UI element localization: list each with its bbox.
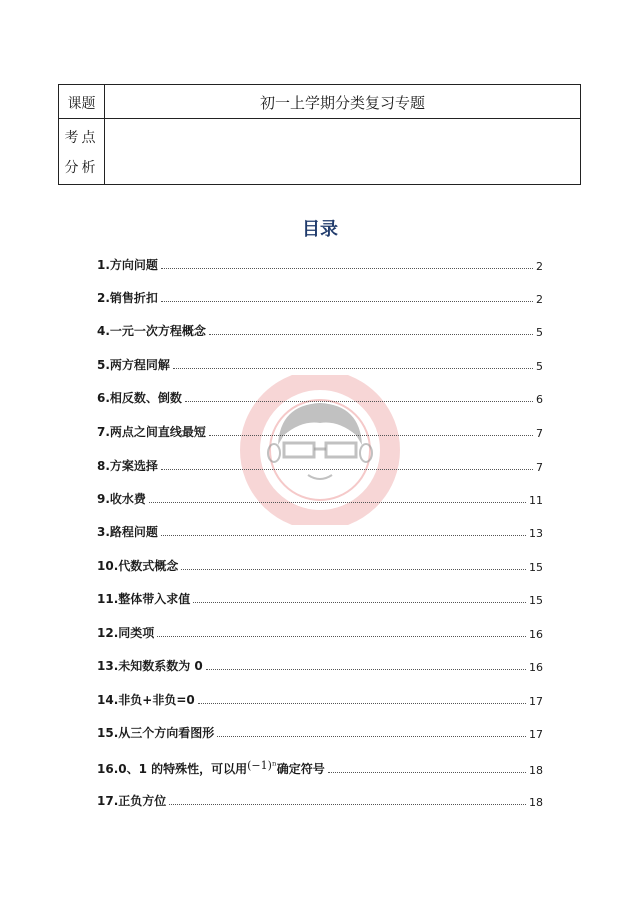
toc-entry-page: 17 bbox=[529, 728, 543, 741]
toc-entry-page: 11 bbox=[529, 494, 543, 507]
toc-entry[interactable] bbox=[97, 791, 543, 809]
toc-leader-dots bbox=[149, 502, 526, 503]
toc-leader-dots bbox=[169, 804, 526, 805]
toc-entry-page: 7 bbox=[536, 427, 543, 440]
toc-leader-dots bbox=[209, 334, 533, 335]
toc-leader-dots bbox=[161, 268, 533, 269]
toc-entry-title: 3.路程问题 bbox=[97, 525, 158, 539]
toc-title: 目录 bbox=[302, 219, 338, 240]
toc-leader-dots bbox=[193, 602, 526, 603]
toc-entry-page: 5 bbox=[536, 326, 543, 339]
toc-entry[interactable] bbox=[97, 589, 543, 607]
toc-entry-page: 13 bbox=[529, 527, 543, 540]
toc-entry-title: 7.两点之间直线最短 bbox=[97, 425, 206, 439]
toc-entry-title: 11.整体带入求值 bbox=[97, 592, 191, 606]
toc-entry[interactable] bbox=[97, 656, 543, 674]
header-table bbox=[58, 84, 581, 185]
toc-entry-title: 10.代数式概念 bbox=[97, 559, 179, 573]
toc-entry-page: 2 bbox=[536, 293, 543, 306]
toc-leader-dots bbox=[328, 772, 526, 773]
toc-entry[interactable] bbox=[97, 623, 543, 641]
toc-leader-dots bbox=[198, 703, 526, 704]
fenxi-label: 分析 bbox=[64, 160, 99, 176]
toc-entry-title: 9.收水费 bbox=[97, 492, 146, 506]
toc-entry-page: 5 bbox=[536, 360, 543, 373]
toc-entry-title-post: 确定符号 bbox=[276, 762, 325, 776]
toc-entry[interactable] bbox=[97, 255, 543, 273]
toc-leader-dots bbox=[161, 535, 526, 536]
toc-entry-title: 17.正负方位 bbox=[97, 794, 167, 808]
toc-leader-dots bbox=[161, 301, 533, 302]
toc-entry-title: 1.方向问题 bbox=[97, 258, 158, 272]
toc-entry-page: 2 bbox=[536, 260, 543, 273]
toc-leader-dots bbox=[181, 569, 526, 570]
kaodian-label: 考点 bbox=[64, 130, 99, 146]
toc-entry-page: 15 bbox=[529, 561, 543, 574]
toc-leader-dots bbox=[206, 669, 526, 670]
toc-entry[interactable] bbox=[97, 489, 543, 507]
toc-entry[interactable] bbox=[97, 321, 543, 339]
toc-entry-page: 16 bbox=[529, 628, 543, 641]
toc-entry-title: 4.一元一次方程概念 bbox=[97, 324, 206, 338]
toc-entry[interactable] bbox=[97, 723, 543, 741]
toc-leader-dots bbox=[217, 736, 526, 737]
toc-leader-dots bbox=[161, 469, 533, 470]
toc-entry[interactable] bbox=[97, 288, 543, 306]
toc-entry-page: 15 bbox=[529, 594, 543, 607]
toc-entry[interactable] bbox=[97, 690, 543, 708]
toc-entry-title: 6.相反数、倒数 bbox=[97, 391, 182, 405]
toc-entry-title: 14.非负+非负=0 bbox=[97, 693, 195, 707]
toc-entry-title: 2.销售折扣 bbox=[97, 291, 158, 305]
toc-leader-dots bbox=[209, 435, 533, 436]
toc-entry-title: 12.同类项 bbox=[97, 626, 155, 640]
toc-entry[interactable] bbox=[97, 556, 543, 574]
toc-entry[interactable] bbox=[97, 388, 543, 406]
toc-entry-title: 16.0、1 的特殊性，可以用 bbox=[97, 762, 248, 776]
toc-entry-page: 18 bbox=[529, 796, 543, 809]
toc-entry-page: 7 bbox=[536, 461, 543, 474]
toc-leader-dots bbox=[157, 636, 526, 637]
toc-entry[interactable] bbox=[97, 355, 543, 373]
toc-entry[interactable] bbox=[97, 522, 543, 540]
toc-entry-page: 16 bbox=[529, 661, 543, 674]
toc-leader-dots bbox=[173, 368, 533, 369]
toc-entry[interactable] bbox=[97, 422, 543, 440]
toc-entry-title: 13.未知数系数为 0 bbox=[97, 659, 203, 673]
toc-leader-dots bbox=[185, 401, 533, 402]
toc-entry-title: 5.两方程同解 bbox=[97, 358, 170, 372]
toc-entry-page: 6 bbox=[536, 393, 543, 406]
toc-entry-page: 18 bbox=[529, 764, 543, 777]
toc-entry-title: 15.从三个方向看图形 bbox=[97, 726, 215, 740]
subject-label: 课题 bbox=[67, 96, 96, 112]
toc-entry-formula: (−1)ⁿ bbox=[247, 759, 277, 772]
toc-entry[interactable] bbox=[97, 456, 543, 474]
toc-entry-page: 17 bbox=[529, 695, 543, 708]
table-divider-horizontal bbox=[59, 118, 580, 119]
topic-title: 初一上学期分类复习专题 bbox=[259, 94, 425, 112]
toc-entry-title: 8.方案选择 bbox=[97, 459, 158, 473]
toc-entry[interactable] bbox=[97, 759, 543, 777]
